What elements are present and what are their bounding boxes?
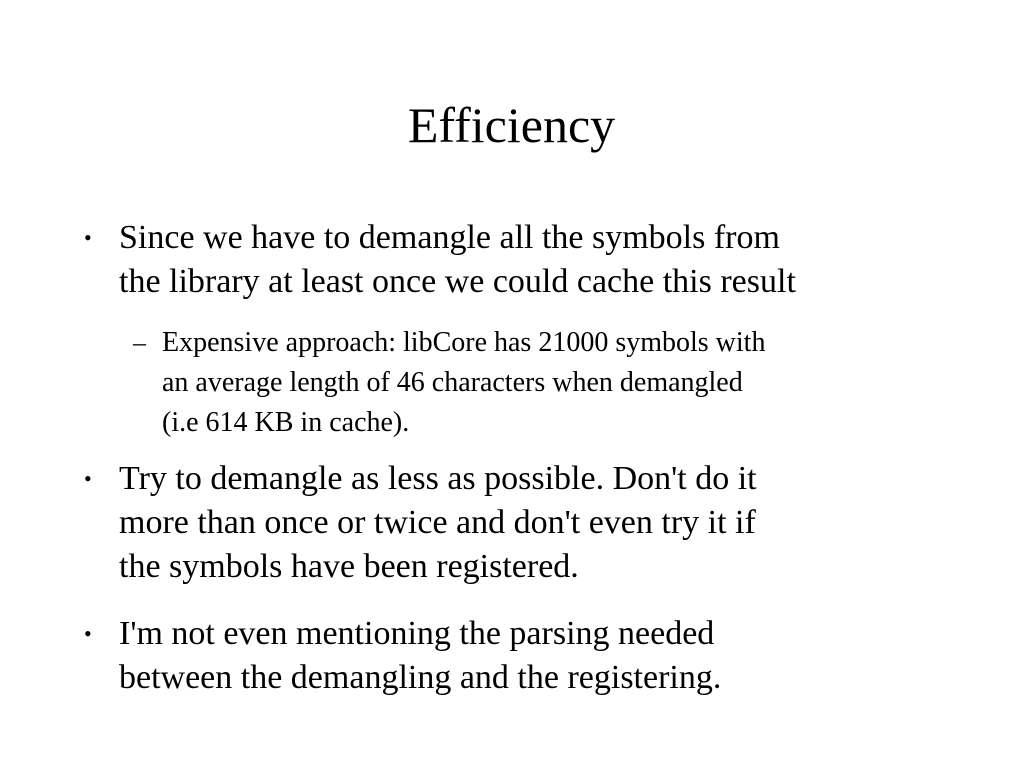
- bullet-marker: •: [84, 225, 92, 250]
- bullet-text: Try to demangle as less as possible. Don't do it more than once or twice and don't even try it if the symbols have been registered.: [119, 460, 757, 585]
- bullet-text: Since we have to demangle all the symbols from the library at least once we could cache this result: [119, 219, 796, 300]
- slide-title: Efficiency: [407, 97, 616, 153]
- bullet-marker: •: [84, 621, 92, 646]
- sub-bullet-marker: –: [133, 328, 146, 357]
- bullet-marker: •: [84, 466, 92, 491]
- bullet-text: I'm not even mentioning the parsing needed between the demangling and the registering.: [119, 615, 722, 696]
- sub-bullet-text: Expensive approach: libCore has 21000 symbols with an average length of 46 characters when demangled (i.e 614 KB in cache).: [162, 327, 766, 438]
